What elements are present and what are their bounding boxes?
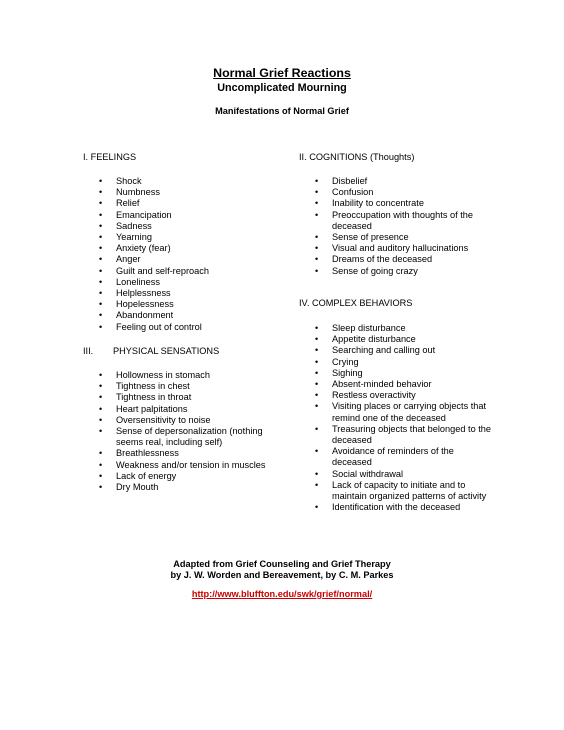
bullet-icon: • [99,232,103,243]
list-item-text: Lack of capacity to initiate and to maintain organized patterns of activity [332,479,487,502]
list-item-text: Lack of energy [116,470,177,481]
bullet-icon: • [315,345,319,356]
list-item-text: Yearning [116,232,152,243]
list-item-text: Feeling out of control [116,321,202,332]
bullet-icon: • [99,265,103,276]
manifestations-heading: Manifestations of Normal Grief [215,106,349,116]
citation-line-1: Adapted from Grief Counseling and Grief Therapy [173,559,391,569]
bullet-icon: • [99,198,103,209]
bullet-icon: • [315,232,319,243]
list-item [315,176,487,187]
list-item [99,426,266,448]
list-item [315,446,492,468]
bullet-icon: • [315,254,319,265]
bullet-icon: • [99,276,103,287]
list-item-text: Shock [116,176,142,186]
bullet-icon: • [99,370,103,380]
list-item [99,414,266,426]
bullet-icon: • [315,243,319,254]
list-item [99,310,286,321]
list-item-text: Anxiety (fear) [116,243,171,254]
list-item [315,323,492,334]
list-item-text: Hollowness in stomach [116,370,210,380]
bullet-icon: • [315,401,319,412]
list-item-text: Restless overactivity [332,390,416,401]
cognitions-list [315,176,487,277]
list-item-text: Helplessness [116,288,171,299]
list-item [315,187,487,198]
list-item-text: Sighing [332,367,363,378]
list-item-text: Visual and auditory hallucinations [332,243,469,254]
bullet-icon: • [315,187,319,198]
physical-heading-number: III. [83,346,94,356]
list-item [99,232,286,243]
bullet-icon: • [99,392,103,403]
bullet-icon: • [99,459,103,470]
list-item [315,265,487,277]
list-item [315,345,492,356]
list-item-text: Identification with the deceased [332,502,461,513]
bullet-icon: • [99,448,103,459]
list-item-text: Weakness and/or tension in muscles [116,459,266,470]
list-item [315,254,487,265]
feelings-list [99,176,286,333]
list-item [315,423,492,446]
list-item [99,176,286,187]
bullet-icon: • [99,187,103,198]
list-item-text: Heart palpitations [116,403,188,414]
list-item [315,468,492,480]
list-item [315,232,487,243]
bullet-icon: • [315,479,319,490]
bullet-icon: • [315,502,319,513]
list-item [315,334,492,345]
list-item-text: Social withdrawal [332,468,403,479]
list-item-text: Visiting places or carrying objects that remind one of the deceased [332,401,487,423]
list-item [99,321,286,333]
document-title: Normal Grief Reactions [213,66,351,80]
list-item [99,288,286,299]
bullet-icon: • [99,321,103,332]
bullet-icon: • [315,356,319,367]
list-item [99,243,286,254]
list-item [99,198,286,209]
list-item-text: Disbelief [332,176,368,186]
list-item [99,403,266,415]
bullet-icon: • [99,243,103,254]
list-item-text: Avoidance of reminders of the deceased [332,446,454,468]
list-item [99,482,266,493]
bullet-icon: • [99,470,103,481]
list-item-text: Dreams of the deceased [332,254,433,265]
list-item [315,379,492,390]
bullet-icon: • [99,310,103,321]
list-item [315,209,487,232]
document-subtitle: Uncomplicated Mourning [217,82,347,94]
list-item [315,356,492,368]
list-item [99,265,286,277]
list-item-text: Tightness in chest [116,381,190,392]
bullet-icon: • [315,176,319,186]
bullet-icon: • [315,390,319,401]
bullet-icon: • [315,198,319,209]
list-item-text: Appetite disturbance [332,334,416,345]
list-item-text: Sense of depersonalization (nothing seems real, including self) [116,426,263,448]
list-item-text: Guilt and self-reproach [116,265,209,276]
list-item [99,470,266,482]
list-item-text: Oversensitivity to noise [116,414,211,425]
list-item-text: Sadness [116,220,152,231]
bullet-icon: • [315,468,319,479]
bullet-icon: • [315,367,319,378]
bullet-icon: • [99,482,103,493]
bullet-icon: • [315,446,319,457]
physical-heading [83,346,220,357]
bullet-icon: • [99,288,103,299]
physical-list [99,370,266,493]
list-item-text: Emancipation [116,209,172,220]
list-item-text: Numbness [116,187,160,198]
behaviors-heading: IV. COMPLEX BEHAVIORS [299,298,413,308]
list-item [99,299,286,310]
bullet-icon: • [99,426,103,437]
list-item [99,209,286,221]
bullet-icon: • [315,379,319,390]
bullet-icon: • [99,209,103,220]
list-item-text: Relief [116,198,140,209]
cognitions-heading: II. COGNITIONS (Thoughts) [299,152,415,162]
list-item [99,370,266,381]
list-item [99,448,266,459]
bullet-icon: • [315,423,319,434]
list-item [315,479,492,502]
list-item-text: Sense of going crazy [332,265,418,276]
source-link[interactable]: http://www.bluffton.edu/swk/grief/normal/ [191,589,373,599]
list-item [99,392,266,403]
list-item [99,459,266,471]
bullet-icon: • [315,265,319,276]
bullet-icon: • [99,220,103,231]
list-item-text: Loneliness [116,276,160,287]
list-item [315,502,492,513]
list-item [99,381,266,392]
bullet-icon: • [99,299,103,310]
list-item-text: Searching and calling out [332,345,436,356]
list-item [315,198,487,209]
list-item-text: Absent-minded behavior [332,379,432,390]
bullet-icon: • [315,334,319,345]
list-item-text: Sense of presence [332,232,409,243]
bullet-icon: • [99,254,103,265]
feelings-heading: I. FEELINGS [83,152,137,162]
list-item [99,220,286,232]
bullet-icon: • [99,381,103,392]
list-item-text: Breathlessness [116,448,179,459]
list-item [99,254,286,265]
list-item [315,390,492,401]
list-item-text: Confusion [332,187,374,198]
list-item-text: Treasuring objects that belonged to the deceased [332,423,492,446]
list-item-text: Dry Mouth [116,482,159,493]
bullet-icon: • [315,209,319,220]
list-item-text: Crying [332,356,359,367]
list-item [99,276,286,288]
list-item-text: Abandonment [116,310,174,321]
list-item-text: Hopelessness [116,299,174,310]
list-item-text: Sleep disturbance [332,323,406,333]
list-item [315,367,492,379]
list-item-text: Inability to concentrate [332,198,424,209]
list-item-text: Tightness in throat [116,392,192,403]
physical-heading-text: PHYSICAL SENSATIONS [113,346,220,356]
behaviors-list [315,323,492,513]
bullet-icon: • [99,414,103,425]
list-item-text: Preoccupation with thoughts of the deceased [332,209,473,231]
bullet-icon: • [99,176,103,186]
bullet-icon: • [315,323,319,333]
bullet-icon: • [99,403,103,414]
list-item [99,187,286,198]
list-item [315,243,487,254]
list-item [315,401,492,423]
list-item-text: Anger [116,254,141,265]
citation-line-2: by J. W. Worden and Bereavement, by C. M. Parkes [170,570,394,580]
